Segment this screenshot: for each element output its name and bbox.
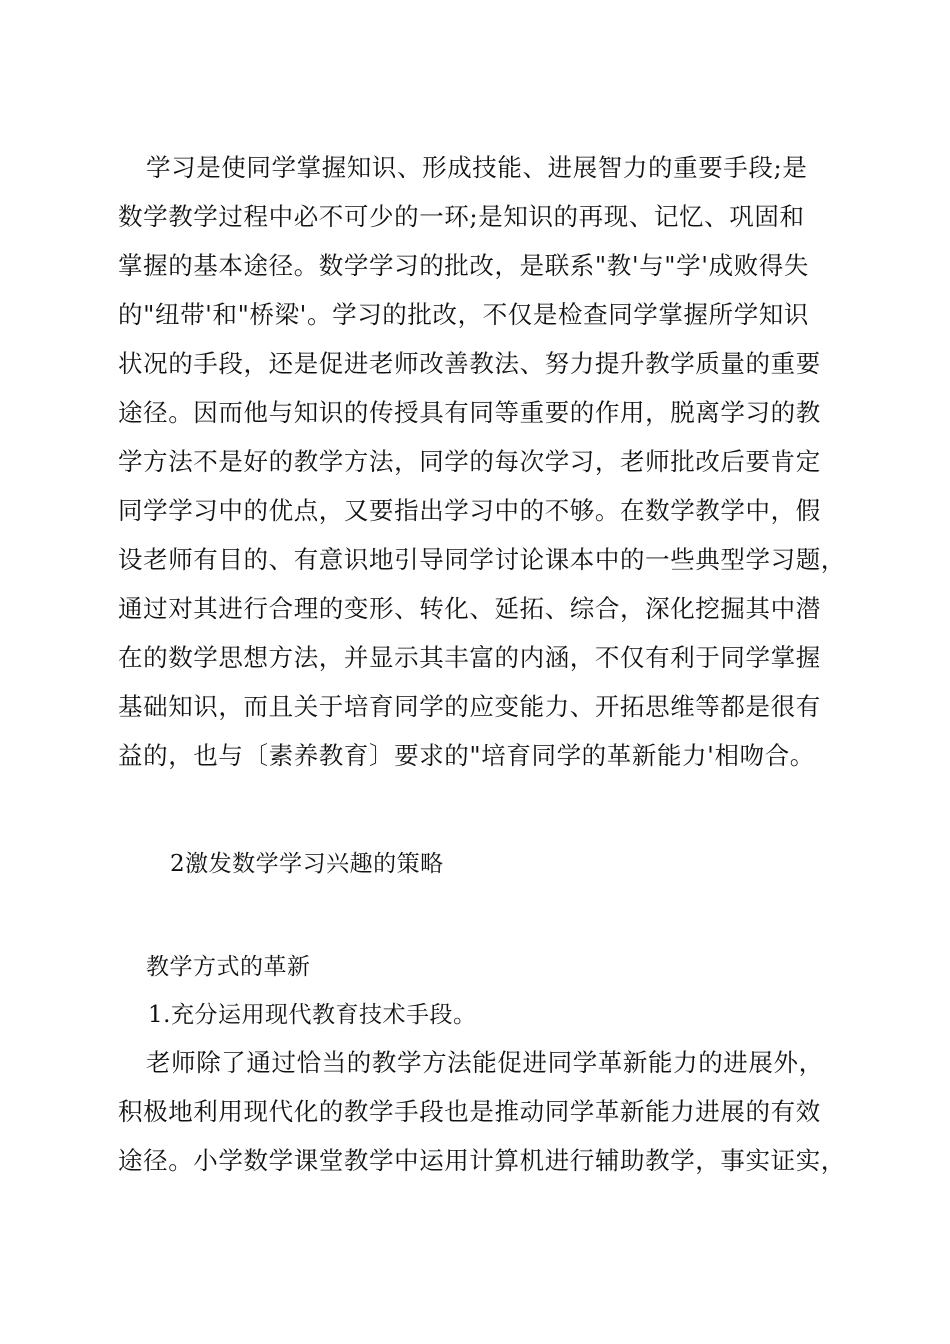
paragraph-1-line-5: 状况的手段，还是促进老师改善教法、努力提升教学质量的重要	[118, 349, 821, 378]
section-heading: 2激发数学学习兴趣的策略	[170, 851, 444, 877]
paragraph-1-line-10: 通过对其进行合理的变形、转化、延拓、综合，深化挖掘其中潜	[118, 594, 821, 623]
paragraph-1-line-11: 在的数学思想方法，并显示其丰富的内涵，不仅有利于同学掌握	[118, 643, 821, 672]
paragraph-1-line-2: 数学教学过程中必不可少的一环;是知识的再现、记忆、巩固和	[118, 202, 805, 231]
paragraph-1-line-7: 学方法不是好的教学方法，同学的每次学习，老师批改后要肯定	[118, 447, 821, 476]
item-heading: 1.充分运用现代教育技术手段。	[148, 1002, 477, 1028]
paragraph-2-line-3: 途径。小学数学课堂教学中运用计算机进行辅助教学，事实证实，	[118, 1146, 846, 1175]
paragraph-1-line-6: 途径。因而他与知识的传授具有同等重要的作用，脱离学习的教	[118, 398, 821, 427]
paragraph-1-line-8: 同学学习中的优点，又要指出学习中的不够。在数学教学中，假	[118, 496, 821, 525]
paragraph-1-line-13: 益的，也与〔素养教育〕要求的"培育同学的革新能力'相吻合。	[118, 741, 815, 770]
paragraph-2-line-2: 积极地利用现代化的教学手段也是推动同学革新能力进展的有效	[118, 1097, 821, 1126]
subheading: 教学方式的革新	[146, 954, 311, 980]
paragraph-1-line-12: 基础知识，而且关于培育同学的应变能力、开拓思维等都是很有	[118, 692, 821, 721]
paragraph-1-line-1: 学习是使同学掌握知识、形成技能、进展智力的重要手段;是	[146, 153, 808, 182]
paragraph-2-line-1: 老师除了通过恰当的教学方法能促进同学革新能力的进展外，	[146, 1048, 824, 1077]
paragraph-1-line-3: 掌握的基本途径。数学学习的批改，是联系"教'与"学'成败得失	[118, 251, 810, 280]
paragraph-1-line-4: 的"纽带'和"桥梁'。学习的批改，不仅是检查同学掌握所学知识	[118, 300, 810, 329]
paragraph-1-line-9: 设老师有目的、有意识地引导同学讨论课本中的一些典型学习题，	[118, 545, 846, 574]
